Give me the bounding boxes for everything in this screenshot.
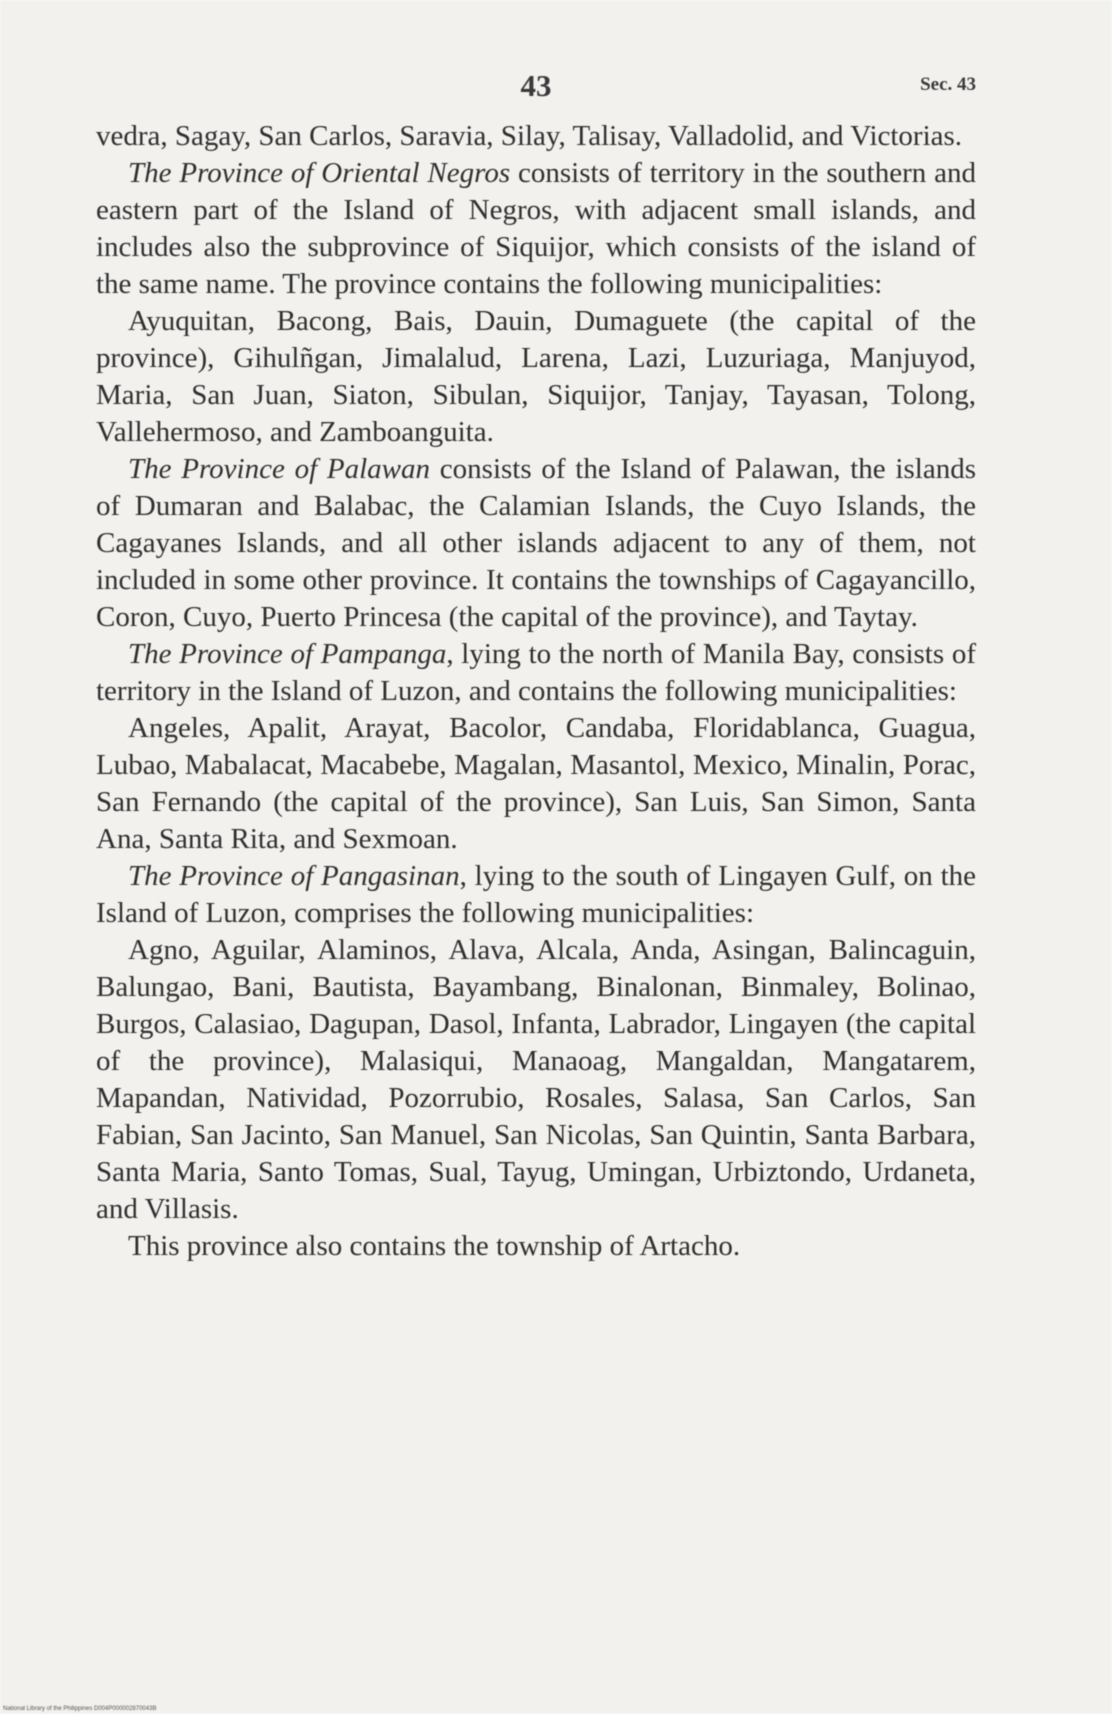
municipality-list-pampanga: Angeles, Apalit, Arayat, Bacolor, Candaba, Floridablanca, Guagua, Lubao, Mabalacat, Macabebe, Magalan, Masantol, Mexico, Minalin, Porac, San Fernando (the capital of the province), San Luis, San Simon, Santa Ana, Santa Rita, and Sexmoan. (96, 712, 976, 855)
municipality-list-pangasinan: Agno, Aguilar, Alaminos, Alava, Alcala, Anda, Asingan, Balincaguin, Balungao, Bani, Bautista, Bayambang, Binalonan, Binmaley, Bolinao, Burgos, Calasiao, Dagupan, Dasol, Infanta, Labrador, Lingayen (the capital of the province), Malasiqui, Manaoag, Mangaldan, Mangatarem, Mapandan, Natividad, Pozorrubio, Rosales, Salasa, San Carlos, San Fabian, San Jacinto, San Manuel, San Nicolas, San Quintin, Santa Barbara, Santa Maria, Santo Tomas, Sual, Tayug, Umingan, Urbiztondo, Urdaneta, and Villasis. (96, 934, 976, 1225)
page-body (96, 118, 976, 1265)
province-name-palawan: The Province of Palawan (128, 453, 431, 485)
page-header (96, 68, 976, 108)
paragraph-palawan (96, 451, 976, 636)
municipality-list-oriental-negros: Ayuquitan, Bacong, Bais, Dauin, Dumaguete (the capital of the province), Gihulñgan, Jimalalud, Larena, Lazi, Luzuriaga, Manjuyod, Maria, San Juan, Siaton, Sibulan, Siquijor, Tanjay, Tayasan, Tolong, Vallehermoso, and Zamboanguita. (96, 305, 976, 448)
paragraph-continuation: vedra, Sagay, San Carlos, Saravia, Silay, Talisay, Valladolid, and Victorias. (96, 120, 963, 152)
paragraph-text: consists of the Island of Palawan, the islands of Dumaran and Balabac, the Calamian Islands, the Cuyo Islands, the Cagayanes Islands, and all other islands adjacent to any of them, not included in some other province. It contains the townships of Cagayancillo, Coron, Cuyo, Puerto Princesa (the capital of the province), and Taytay. (96, 453, 976, 633)
paragraph-text: , lying to the north of Manila Bay, consists of territory in the Island of Luzon, and contains the following municipalities: (96, 638, 976, 707)
page-number: 43 (520, 68, 552, 103)
paragraph-pampanga (96, 636, 976, 710)
province-name-pangasinan: The Province of Pangasinan (128, 860, 460, 892)
province-name-oriental-negros: The Province of Oriental Negros (128, 157, 511, 189)
paragraph-oriental-negros (96, 155, 976, 303)
paragraph-artacho: This province also contains the township of Artacho. (128, 1230, 741, 1262)
province-name-pampanga: The Province of Pampanga (128, 638, 447, 670)
paragraph-pangasinan (96, 858, 976, 932)
scan-source-footer: National Library of the Philippines D004P000002870043B (3, 1706, 157, 1712)
section-reference: Sec. 43 (920, 74, 976, 95)
paragraph-text: consists of territory in the southern and eastern part of the Island of Negros, with adjacent small islands, and includes also the subprovince of Siquijor, which consists of the island of the same name. The province contains the following municipalities: (96, 157, 976, 300)
paragraph-text: , lying to the south of Lingayen Gulf, on the Island of Luzon, comprises the following municipalities: (96, 860, 976, 929)
